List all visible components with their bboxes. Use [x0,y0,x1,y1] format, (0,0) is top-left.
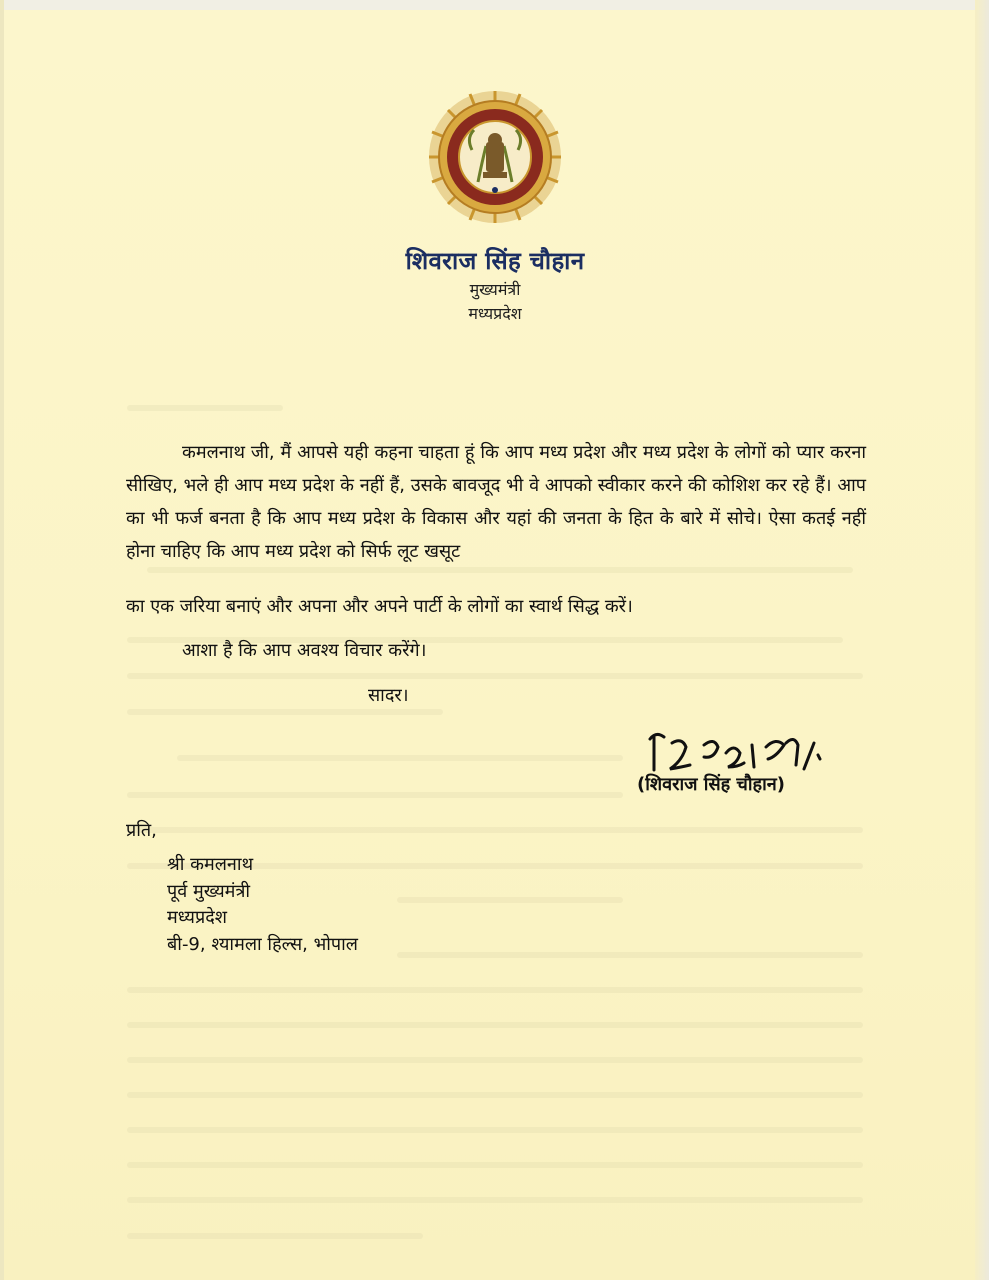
recipient-prefix: प्रति, [126,820,157,841]
signature-name: (शिवराज सिंह चौहान) [637,774,785,795]
recipient-state: मध्यप्रदेश [167,907,228,928]
seal-graphic [428,90,562,224]
body-paragraph-1: कमलनाथ जी, मैं आपसे यही कहना चाहता हूं कि आप मध्य प्रदेश और मध्य प्रदेश के लोगों को प्यार करना सीखिए, भले ही आप मध्य प्रदेश के नहीं हैं, उसके बावजूद भी वे आपको स्वीकार करने की कोशिश कर रहे हैं। आप का भी फर्ज बनता है कि आप मध्य प्रदेश के विकास और यहां की जनता के हित के बारे में सोचे। ऐसा कतई नहीं होना चाहिए कि आप मध्य प्रदेश को सिर्फ लूट खसूट [126,442,866,562]
mp-government-seal [428,90,562,224]
sender-designation: मुख्यमंत्री [469,280,521,299]
scan-left-edge [0,0,4,1280]
scan-right-edge [975,0,989,1280]
sender-state: मध्यप्रदेश [468,304,522,323]
sender-name: शिवराज सिंह चौहान [405,247,585,275]
handwritten-signature [646,725,856,775]
body-paragraph-2: आशा है कि आप अवश्य विचार करेंगे। [182,640,427,661]
closing-salutation: सादर। [368,685,409,706]
recipient-address: बी-9, श्यामला हिल्स, भोपाल [167,934,359,955]
recipient-name: श्री कमलनाथ [167,854,254,875]
recipient-designation: पूर्व मुख्यमंत्री [167,881,251,902]
body-paragraph-1-end: का एक जरिया बनाएं और अपना और अपने पार्टी के लोगों का स्वार्थ सिद्ध करें। [126,596,633,617]
